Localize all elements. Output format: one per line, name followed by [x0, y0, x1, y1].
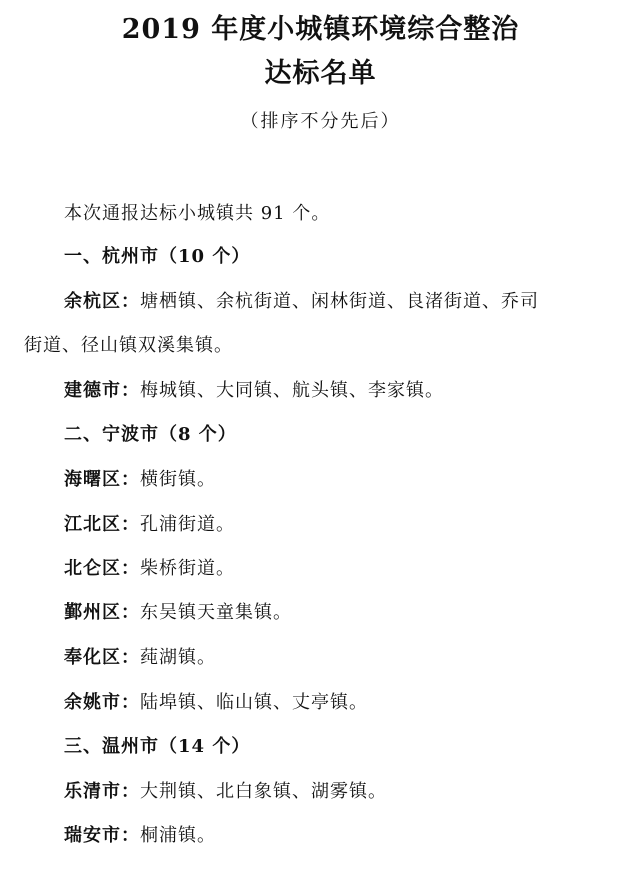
town-list: 梅城镇、大同镇、航头镇、李家镇。	[140, 380, 444, 401]
town-list: 陆埠镇、临山镇、丈亭镇。	[140, 692, 368, 713]
entry-yuyao	[64, 690, 368, 716]
entry-beilun	[64, 556, 235, 582]
section-heading-hangzhou: 一、杭州市（10 个）	[64, 246, 251, 267]
town-list: 大荆镇、北白象镇、湖雾镇。	[140, 781, 387, 802]
district-label: 江北区：	[64, 514, 140, 535]
document-title-line2: 达标名单	[264, 58, 377, 89]
town-list: 孔浦街道。	[140, 514, 235, 535]
district-label: 北仑区：	[64, 558, 140, 579]
town-list: 塘栖镇、余杭街道、闲林街道、良渚街道、乔司	[140, 291, 539, 312]
town-list: 莼湖镇。	[140, 647, 216, 668]
town-list: 柴桥街道。	[140, 558, 235, 579]
section-heading-wenzhou: 三、温州市（14 个）	[64, 736, 251, 757]
document-subtitle: （排序不分先后）	[240, 111, 401, 132]
section-heading-ningbo: 二、宁波市（8 个）	[64, 424, 237, 445]
entry-ruian	[64, 823, 216, 849]
entry-fenghua	[64, 645, 216, 671]
entry-jiangbei	[64, 512, 235, 538]
district-label: 余杭区：	[64, 291, 140, 312]
district-label: 建德市：	[64, 380, 140, 401]
intro-paragraph: 本次通报达标小城镇共 91 个。	[64, 203, 331, 224]
entry-haishu	[64, 467, 216, 493]
district-label: 海曙区：	[64, 469, 140, 490]
town-list: 东吴镇天童集镇。	[140, 602, 292, 623]
district-label: 瑞安市：	[64, 825, 140, 846]
entry-yuhang	[64, 289, 539, 315]
district-label: 奉化区：	[64, 647, 140, 668]
town-list: 桐浦镇。	[140, 825, 216, 846]
entry-yueqing	[64, 779, 387, 805]
entry-jiande	[64, 378, 444, 404]
document-title-line1: 2019 年度小城镇环境综合整治	[121, 14, 520, 45]
district-label: 乐清市：	[64, 781, 140, 802]
town-list: 横街镇。	[140, 469, 216, 490]
district-label: 鄞州区：	[64, 602, 140, 623]
district-label: 余姚市：	[64, 692, 140, 713]
entry-yinzhou	[64, 600, 292, 626]
entry-yuhang-continued: 街道、径山镇双溪集镇。	[24, 335, 233, 356]
